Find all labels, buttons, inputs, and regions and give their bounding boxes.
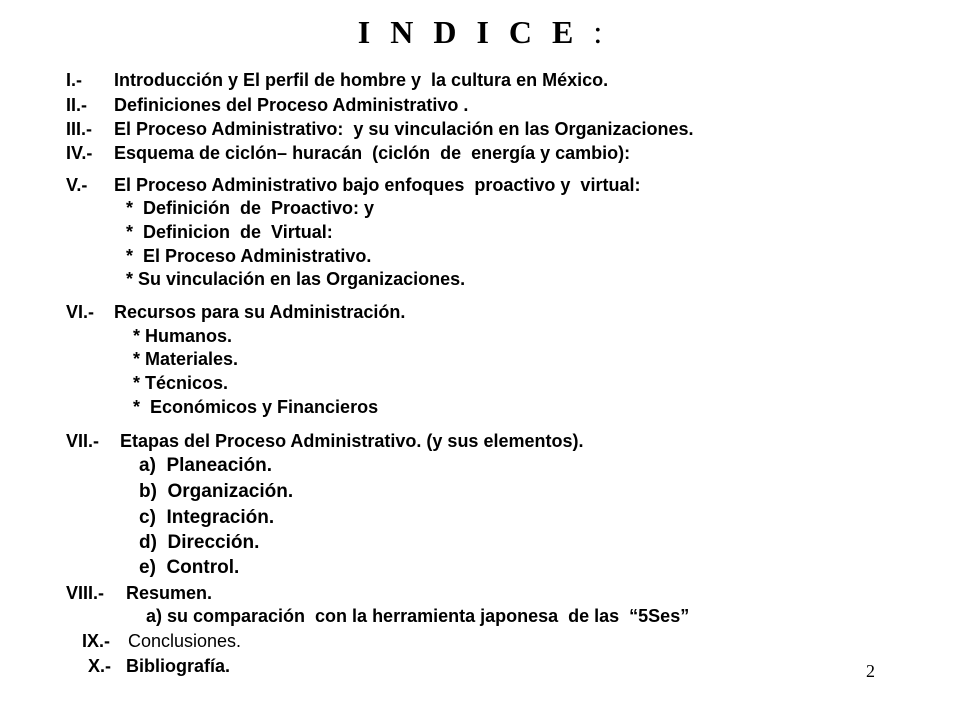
item-number: II.- [66,95,87,115]
stage-item: a) Planeación. [139,455,273,476]
index-item-7 [66,430,583,452]
sub-item: a) su comparación con la herramienta japonesa de las “5Ses” [146,606,690,626]
item-number: VIII.- [66,583,105,603]
page-title [0,14,960,51]
sub-item: * Económicos y Financieros [133,397,379,417]
item-text: Recursos para su Administración. [114,302,406,322]
sub-item: * Materiales. [133,349,239,369]
index-item-2 [66,94,468,116]
item-number: I.- [66,70,82,90]
sub-item: * Humanos. [133,326,233,346]
item-text: El Proceso Administrativo: y su vinculación en las Organizaciones. [114,119,694,139]
item-number: VI.- [66,302,95,322]
sub-item: * El Proceso Administrativo. [126,246,372,266]
item-text: Conclusiones. [128,631,242,651]
item-number: IV.- [66,143,93,163]
index-item-8 [66,582,212,604]
title-text: I N D I C E [357,14,580,50]
item-number: VII.- [66,431,100,451]
item-text: El Proceso Administrativo bajo enfoques proactivo y virtual: [114,175,641,195]
sub-item: * Definicion de Virtual: [126,222,333,242]
index-item-5 [66,174,640,196]
page-number: 2 [866,661,875,681]
item-number: III.- [66,119,92,139]
title-colon: : [593,14,603,50]
item-text: Etapas del Proceso Administrativo. (y sus elementos). [120,431,584,451]
item-text: Resumen. [126,583,213,603]
stage-item: e) Control. [139,557,240,578]
index-item-6 [66,301,405,323]
item-number: IX.- [82,631,111,651]
item-number: V.- [66,175,88,195]
item-text: Definiciones del Proceso Administrativo . [114,95,469,115]
sub-item: * Definición de Proactivo: y [126,198,375,218]
item-text: Esquema de ciclón– huracán (ciclón de energía y cambio): [114,143,631,163]
stage-item: c) Integración. [139,507,275,528]
stage-item: d) Dirección. [139,532,260,553]
item-number: X.- [88,656,112,676]
index-item-3 [66,118,694,140]
sub-item: * Su vinculación en las Organizaciones. [126,269,466,289]
stage-item: b) Organización. [139,481,294,502]
item-text: Bibliografía. [126,656,231,676]
sub-item: * Técnicos. [133,373,229,393]
index-item-10 [88,655,230,677]
index-item-9 [82,630,241,652]
index-item-1 [66,69,608,91]
index-item-4 [66,142,630,164]
item-text: Introducción y El perfil de hombre y la cultura en México. [114,70,609,90]
